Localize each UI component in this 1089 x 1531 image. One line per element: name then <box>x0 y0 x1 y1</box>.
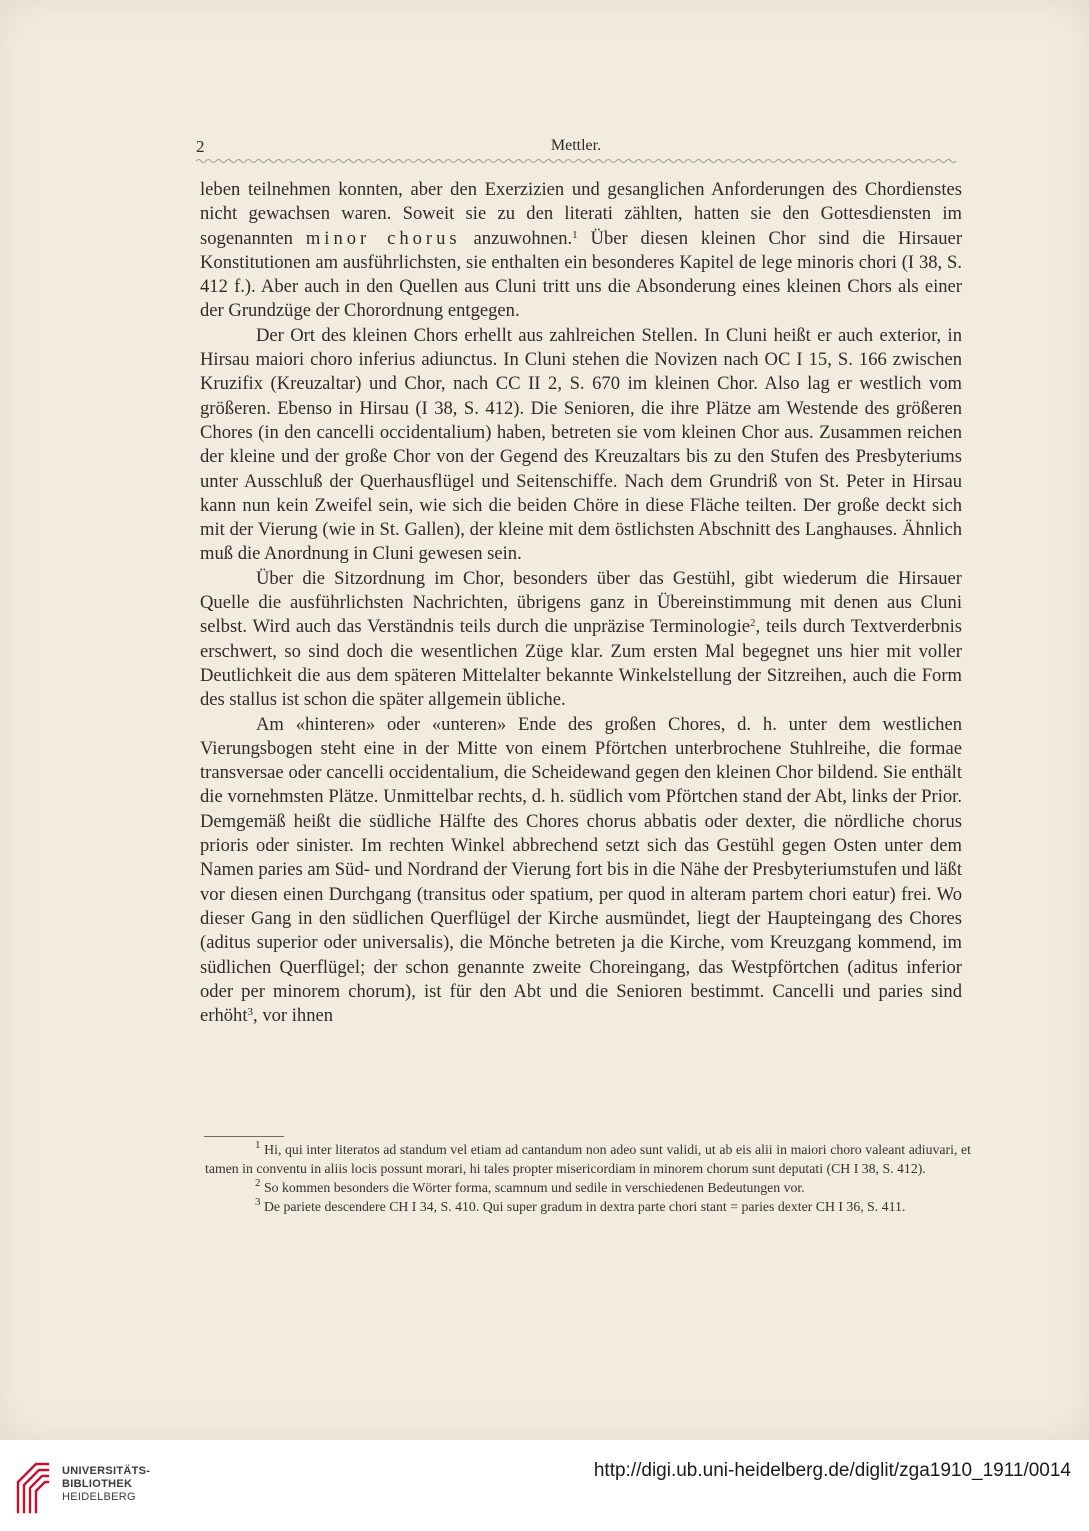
header-wavy-rule <box>196 158 956 164</box>
footnote-3: $^3$ De pariete descendere CH I 34, S. 410. Qui super gradum in dextra parte chori stant = paries dexter CH I 36, S. 411. <box>255 1196 906 1214</box>
library-logo-icon <box>14 1460 52 1516</box>
footnote-ref-2: 2 <box>750 617 756 630</box>
paragraph-4: Am «hinteren» oder «unteren» Ende des großen Chores, d. h. unter dem westlichen Vierungsbogen steht eine in der Mitte von einem Pförtchen unterbrochene Stuhlreihe, die formae transversae oder cancelli occidentalium, die Scheidewand gegen den kleinen Chor bildend. Sie enthält die vornehmsten Plätze. Unmittelbar rechts, d. h. südlich vom Pförtchen stand der Abt, links der Prior. Demgemäß heißt die südliche Hälfte des Chores chorus abbatis oder dexter, die nördliche chorus prioris oder sinister. Im rechten Winkel abbrechend setzt sich das Gestühl gegen Osten unter dem Namen paries am Süd- und Nordrand der Vierung fort bis in die Nähe der Presbyteriumstufen und läßt vor diesen einen Durchgang (transitus oder spatium, per quod in alteram partem chori eatur) frei. Wo dieser Gang in den südlichen Querflügel der Kirche ausmündet, liegt der Haupteingang des Chores (aditus superior oder universalis), die Mönche betreten ja die Kirche, vom Kreuzgang kommend, im südlichen Querflügel; der schon genannte zweite Choreingang, das Westpförtchen (aditus inferior oder per minorem chorum), ist für den Abt und die Senioren bestimmt. Cancelli und paries sind erhöht$^3$, vor ihnen <box>200 713 962 1027</box>
footnote-2: $^2$ So kommen besonders die Wörter forma, scamnum und sedile in verschiedenen Bedeutungen vor. <box>255 1177 805 1195</box>
footnote-divider <box>204 1136 284 1137</box>
paragraph-1: leben teilnehmen konnten, aber den Exerzizien und gesanglichen Anforderungen des Chordienstes nicht gewachsen waren. Soweit sie zu den literati zählten, hatten sie den Gottesdiensten im sogenannten minor chorus anzuwohnen.$^1$ Über diesen kleinen Chor sind die Hirsauer Konstitutionen am ausführlichsten, sie enthalten ein besonderes Kapitel de lege minoris chori (I 38, S. 412 f.). Aber auch in den Quellen aus Cluni tritt uns die Absonderung eines kleinen Chors als einer der Grundzüge der Chorordnung entgegen. <box>200 179 963 322</box>
spaced-term: minor chorus <box>305 227 461 249</box>
footnotes <box>205 1140 971 1216</box>
paragraph-2: Der Ort des kleinen Chors erhellt aus zahlreichen Stellen. In Cluni heißt er auch exterior, in Hirsau maiori choro inferius adiunctus. In Cluni stehen die Novizen nach OC I 15, S. 166 zwischen Kruzifix (Kreuzaltar) und Chor, nach CC II 2, S. 670 im kleinen Chor. Also lag er westlich vom größeren. Ebenso in Hirsau (I 38, S. 412). Die Senioren, die ihre Plätze am Westende des größeren Chores (in den cancelli occidentalium) haben, betreten sie vom kleinen Chor aus. Zusammen reichen der kleine und der große Chor von der Gegend des Kreuzaltars bis zu den Stufen des Presbyteriums unter Ausschluß der Querhausflügel und Seitenschiffe. Nach dem Grundriß von St. Peter in Hirsau kann nun kein Zweifel sein, wie sich die beiden Chöre in diese Fläche teilten. Der große deckt sich mit der Vierung (wie in St. Gallen), der kleine mit dem östlichsten Abschnitt des Langhauses. Ähnlich muß die Anordnung in Cluni gewesen sein. <box>200 324 962 565</box>
footer-bar <box>0 1440 1089 1531</box>
source-url-link[interactable]: http://digi.ub.uni-heidelberg.de/diglit/zga1910_1911/0014 <box>593 1460 1071 1481</box>
footnote-ref-1: 1 <box>572 228 578 241</box>
running-title: Mettler. <box>550 137 602 154</box>
library-name: UNIVERSITÄTS- BIBLIOTHEK HEIDELBERG <box>62 1465 151 1503</box>
page-number: 2 <box>196 137 205 156</box>
body-text <box>200 178 962 1028</box>
footnote-ref-3: 3 <box>247 1006 254 1019</box>
paragraph-3: Über die Sitzordnung im Chor, besonders über das Gestühl, gibt wiederum die Hirsauer Quelle die ausführlichsten Nachrichten, übrigens ganz in Übereinstimmung mit denen aus Cluni selbst. Wird auch das Verständnis teils durch die unpräzise Terminologie$^2$, teils durch Textverderbnis erschwert, so sind doch die wesentlichen Züge klar. Zum ersten Mal begegnet uns hier mit voller Deutlichkeit die aus dem späteren Mittelalter bekannte Winkelstellung der Sitzreihen, auch die Form des stallus ist schon die später allgemein übliche. <box>200 567 962 711</box>
footnote-1: $^1$ Hi, qui inter literatos ad standum vel etiam ad cantandum non adeo sunt validi, ut ab eis alii in maiori choro valeant adiuvari, et tamen in conventu in aliis locis possunt morari, hi tales propter misericordiam in minorem chorum sunt deputati (CH I 38, S. 412). <box>205 1139 971 1176</box>
